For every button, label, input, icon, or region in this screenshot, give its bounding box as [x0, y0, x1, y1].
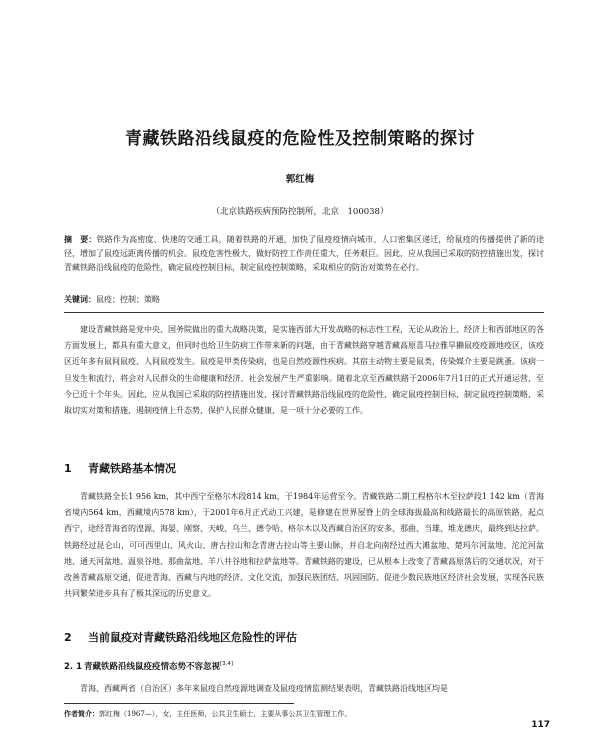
paper-title: 青藏铁路沿线鼠疫的危险性及控制策略的探讨	[125, 129, 475, 149]
intro-paragraph: 建设青藏铁路是党中央、国务院做出的重大战略决策，是实施西部大开发战略的标志性工程，无论从政治上、经济上和西部地区的各方面发展上，都具有重大意义，但同时也给卫生防病工作带来新的问题，由于青藏铁路穿越青藏高原喜马拉雅旱獭鼠疫疫源地疫区，该疫区近年多有鼠间鼠疫、人间鼠疫发生。鼠疫是甲类传染病，也是自然疫源性疾病。其宿主动物主要是鼠类，传染媒介主要是跳蚤。该病一旦发生和流行，将会对人民群众的生命健康和经济、社会发展产生严重影响。随着北京至西藏铁路于2006年7月1日的正式开通运营，至今已近十个年头。因此，应从我国已采取的防控措施出发，探讨青藏铁路沿线鼠疫的危险性，确定鼠疫控制目标，制定鼠疫控制策略，采取切实对策和措施，遏制疫情上升态势，保护人民群众健康，是一项十分必要的工作。	[64, 325, 544, 416]
section-2-heading	[64, 629, 544, 645]
author-footnote	[64, 709, 544, 719]
section-2-1-number: 2. 1	[64, 662, 83, 672]
keywords-text: 鼠疫；控制；策略	[96, 295, 160, 304]
section-1-title: 青藏铁路基本情况	[88, 462, 176, 475]
section-1-number: 1	[64, 462, 72, 475]
section-2-1-title: 青藏铁路沿线鼠疫疫情态势不容忽视	[84, 662, 221, 672]
abstract-divider	[64, 312, 544, 313]
abstract-text: 铁路作为高密度、快速的交通工具，随着铁路的开通，加快了鼠疫疫情向城市、人口密集区递迁，给鼠疫的传播提供了新的途径，增加了鼠疫远距离传播的机会。鼠疫危害性极大，做好防控工作责任重大，任务艰巨。因此，应从我国已采取的防控措施出发，探讨青藏铁路沿线鼠疫的危险性，确定鼠疫控制目标，制定鼠疫控制策略，采取相应的防治对策势在必行。	[64, 235, 545, 272]
author-affiliation: （北京铁路疾病预防控制所，北京 100038）	[211, 207, 389, 217]
abstract	[64, 233, 544, 275]
abstract-label: 摘 要：	[64, 235, 97, 244]
section-2-1-paragraph: 青海、西藏两省（自治区）多年来鼠疫自然疫源地调查及鼠疫疫情监测结果表明，青藏铁路沿线地区均是	[80, 684, 448, 693]
section-2-1-reference: [3,4]	[220, 661, 234, 668]
section-2-title: 当前鼠疫对青藏铁路沿线地区危险性的评估	[88, 631, 297, 644]
section-1-heading	[64, 460, 544, 476]
footnote-text: 郭红梅（1967—），女，主任医师，公共卫生硕士，主要从事公共卫生管理工作。	[99, 710, 352, 718]
section-1-paragraph: 青藏铁路全长1 956 km，其中西宁至格尔木段814 km，于1984年运营至今。青藏铁路二期工程格尔木至拉萨段1 142 km（青海省境内564 km，西藏境内578 km），于2001年6月正式动工兴建，是修建在世界屋脊上的全球海拔最高和线路最长的高原铁路，起点西宁，途经青海省的湟源、海晏、刚察、天峻、乌兰、德令哈、格尔木以及西藏自治区的安多、那曲、当雄、堆龙德庆，最终到达拉萨。铁路经过昆仑山，可可西里山、风火山、唐古拉山和念青唐古拉山等主要山脉，并自北向南经过西大滩盆地、楚玛尔河盆地、沱沱河盆地、通天河盆地、温泉谷地、那曲盆地、羊八井谷地和拉萨盆地等。青藏铁路的建设，已从根本上改变了青藏高原落后的交通状况，对于改善青藏高原交通，促进青海、西藏与内地的经济、文化交流，加强民族团结、巩固国防、促进少数民族地区经济社会发展，实现各民族共同繁荣进步具有了极其深远的历史意义。	[64, 492, 544, 599]
section-2-number: 2	[64, 631, 72, 644]
footnote-label: 作者简介：	[64, 710, 99, 718]
keywords-label: 关键词：	[64, 295, 96, 304]
section-2-1-heading	[64, 660, 544, 672]
footnote-divider	[64, 703, 294, 704]
keywords	[64, 293, 544, 307]
page-number: 117	[531, 720, 550, 730]
author-name: 郭红梅	[285, 174, 315, 185]
